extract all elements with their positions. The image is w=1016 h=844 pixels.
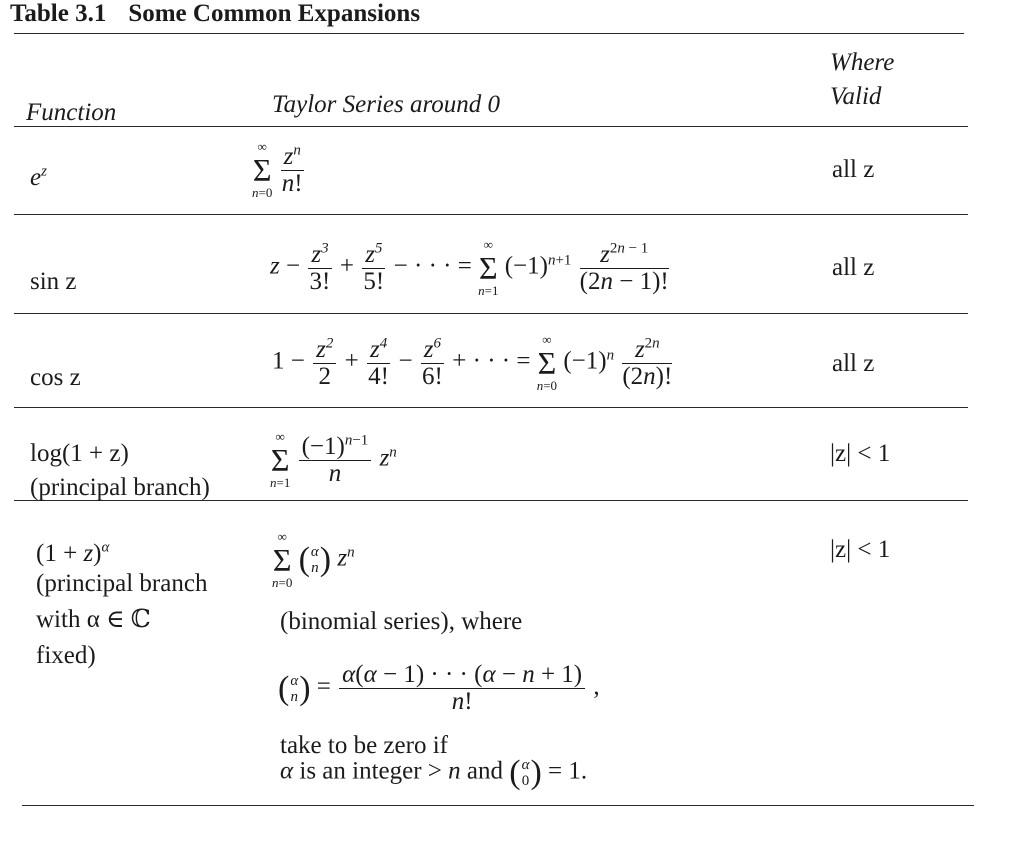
valid-sin: all z [832, 254, 875, 281]
valid-log: |z| < 1 [830, 440, 891, 467]
bottom-rule [22, 805, 974, 806]
header-rule [14, 126, 968, 127]
series-cos: 1 − $\frac{z^2}{2}$ + $\frac{z^4}{4!}$ − $\frac{z^6}{6!}$ + · · · = ∞ Σ n=0 $(-1)^n$ $\frac{z^{2n}}{(2n)!}$ [272, 332, 673, 393]
function-exp: $e^z$ [30, 163, 47, 191]
header-valid-line1: Where [830, 49, 895, 76]
function-cos: cos z [30, 364, 81, 391]
series-log: ∞ Σ n=1 $\frac{(-1)^{n-1}}{n}$ $z^n$ [270, 429, 397, 490]
header-series: Taylor Series around 0 [272, 91, 501, 118]
function-sin: sin z [30, 268, 77, 295]
note-line2: α is an integer > n and (α 0) = 1. [280, 754, 588, 791]
table-caption: Some Common Expansions [128, 0, 421, 27]
binomial-definition: (α n) = $\frac{\alpha(\alpha - 1) \cdot \cdot \cdot (\alpha - n + 1)}{n!}$ , [278, 661, 600, 715]
series-exp: ∞ Σ n=0 $\frac{z^n}{n!}$ [252, 139, 303, 200]
row-divider [14, 407, 968, 408]
row-divider [14, 313, 968, 314]
table-title [10, 0, 420, 28]
series-power-note: (binomial series), where [280, 608, 523, 635]
function-log: log(1 + z) [30, 440, 129, 467]
function-power-note3: fixed) [36, 642, 96, 669]
valid-power: |z| < 1 [830, 536, 891, 563]
series-sin: z − $\frac{z^3}{3!}$ + $\frac{z^5}{5!}$ − · · · = ∞ Σ n=1 $(-1)^{n+1}$ $\frac{z^{2n - 1}}{(2n - 1)!}$ [270, 237, 669, 298]
function-power: $(1 + z)^\alpha$ [36, 539, 110, 567]
header-valid-line2: Valid [830, 83, 882, 110]
note-line1: take to be zero if [280, 732, 448, 759]
top-rule [14, 33, 964, 34]
function-power-note1: (principal branch [36, 570, 208, 597]
function-power-note2: with α ∈ ℂ [36, 606, 151, 633]
valid-cos: all z [832, 350, 875, 377]
function-log-note: (principal branch) [30, 474, 210, 501]
valid-exp: all z [832, 156, 875, 183]
table-number: Table 3.1 [10, 0, 107, 27]
series-power: ∞ Σ n=0 (α n) $z^n$ [272, 529, 355, 590]
header-function: Function [26, 99, 117, 126]
row-divider [14, 214, 968, 215]
